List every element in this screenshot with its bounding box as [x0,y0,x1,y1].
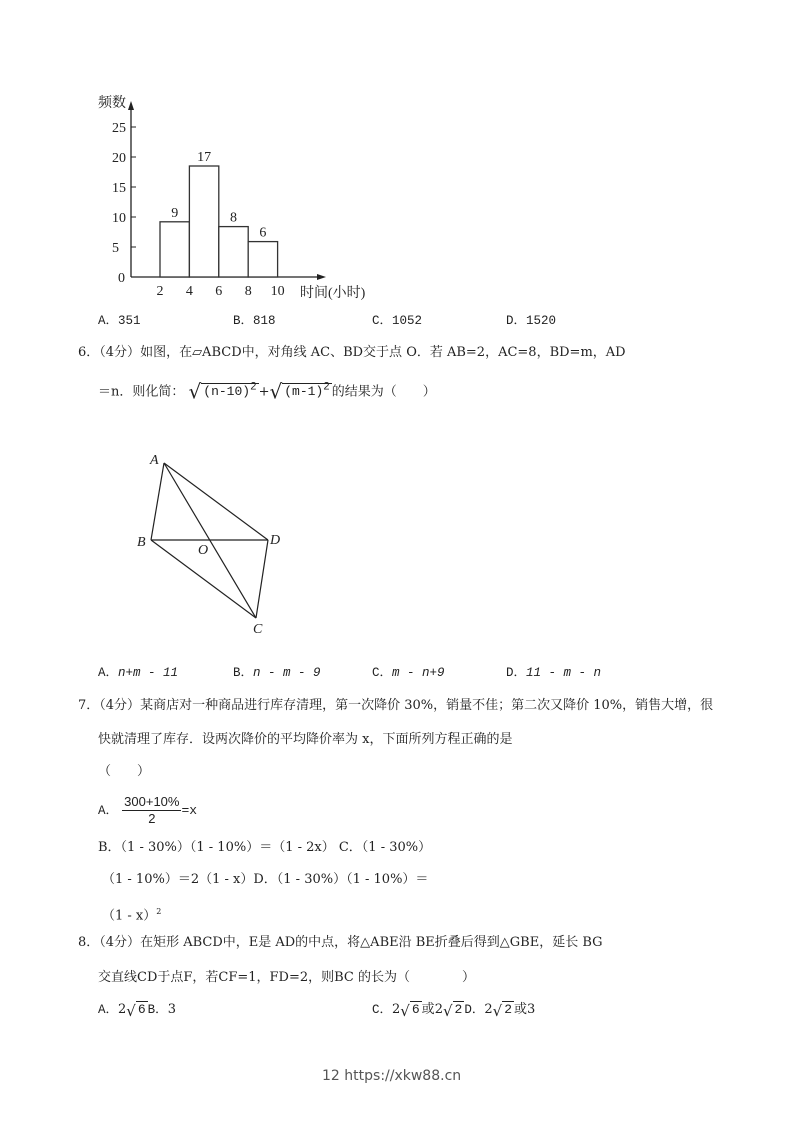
question-number: 7． [78,698,100,713]
center-label-o: O [198,543,209,558]
x-axis-label: 时间(小时) [300,286,366,301]
question-score: （4分） [99,698,141,713]
page-footer [322,1068,461,1084]
q5-option-a[interactable] [98,310,141,328]
q8-stem-line2 [98,970,475,986]
q6-option-a[interactable] [98,662,178,680]
radical-sign-icon: √ [400,1002,410,1020]
option-letter: D． [506,314,527,328]
option-text: 818 [253,314,276,328]
sqrt-expression: √ 6 [126,1002,146,1020]
option-letter: B． [233,314,254,328]
radical-sign-icon: √ [442,1002,453,1020]
y-tick-label: 25 [112,121,126,136]
x-axis-arrow-icon [317,274,326,280]
histogram-bar [189,166,218,277]
q7-answer-blank: （ ） [98,764,151,779]
q6-stem-line1 [78,345,626,361]
option-text: 11 - m - n [526,666,602,680]
sqrt-expression: √ 6 [400,1002,420,1020]
option-letter: A． [98,804,119,818]
parallelogram-figure [130,445,300,640]
sqrt-expression: √ 2 [492,1002,513,1020]
q6-stem-line2: ＝n．则化简： √ $(n-10)^2$ +√ $(m-1)^2$ 的结果为（ ） [98,379,436,404]
option-letter: A． [98,314,119,328]
option-letter: C． [372,666,393,680]
question-text: 某商店对一种商品进行库存清理，第一次降价 30%，销量不佳；第二次又降价 10%，销售大增，很 [140,698,714,713]
q8-option-c-d[interactable]: C．2√ 6 或2√ 2 D．2√ 2 或3 [372,1002,536,1020]
question-text: ＝n．则化简： [98,384,185,400]
histogram-bar [160,222,189,277]
option-letter: C． [372,314,393,328]
q8-stem-line1 [78,935,603,951]
x-tick-label: 6 [215,284,223,299]
y-tick-label: 20 [112,151,126,166]
footer-url[interactable]: https://xkw88.cn [344,1068,462,1084]
question-text: 在矩形 ABCD中，E是 AD的中点，将△ABE沿 BE折叠后得到△GBE，延长 BG [140,935,603,950]
option-text: n+m - 11 [118,666,179,680]
histogram-bar [248,242,277,277]
option-text: n - m - 9 [253,666,321,680]
option-letter: D． [506,666,527,680]
y-axis-arrow-icon [128,101,134,110]
q7-options-line-d[interactable]: （1 - x）$^2$ [102,907,162,924]
radical-sign-icon: √ [492,1002,503,1020]
y-tick-label: 10 [112,211,126,226]
sqrt-expression-2: √ $(m-1)^2$ [269,379,330,404]
y-tick-label: 0 [118,271,125,286]
radical-sign-icon: √ [126,1002,136,1020]
x-tick-label: 8 [244,284,252,299]
q7-stem-line2 [98,732,512,748]
bar-value-label: 9 [171,205,179,221]
option-text: 1052 [392,314,423,328]
q5-option-d[interactable] [506,310,556,328]
y-tick-label: 15 [112,181,126,196]
question-text: 快就清理了库存．设两次降价的平均降价率为 x，下面所列方程正确的是 [98,732,513,747]
q8-option-a-b[interactable]: A．2√ 6 B．3 [98,1002,176,1020]
question-text: 的结果为（ ） [331,384,436,400]
q7-option-a[interactable]: A． $\frac{300+10\%}{2}$ =x [98,794,198,826]
fraction: $\frac{300+10\%}{2}$ [124,794,180,826]
vertex-label-a: A [150,453,159,468]
radical-sign-icon: √ [269,379,283,404]
q7-options-line-b[interactable]: B．（1 - 30%）（1 - 10%）＝（1 - 2x） C．（1 - 30%） [98,840,432,855]
y-axis-label: 频数 [98,96,126,111]
vertex-label-d: D [270,533,281,548]
q5-option-c[interactable] [372,310,422,328]
bar-value-label: 17 [197,150,212,165]
vertex-label-c: C [253,622,263,637]
q7-stem-line1 [78,698,713,714]
x-tick-label: 4 [185,284,193,299]
q6-option-c[interactable] [372,662,445,680]
y-tick-label: 5 [112,241,119,256]
page-number: 12 [322,1068,340,1084]
question-score: （4分） [99,935,141,950]
question-score: （4分） [99,345,141,360]
question-number: 8． [78,935,100,950]
q5-option-b[interactable] [233,310,276,328]
q6-option-d[interactable] [506,662,601,680]
question-text: 交直线CD于点F，若CF=1，FD=2，则BC 的长为（ ） [98,970,476,985]
x-tick-label: 10 [270,284,285,299]
option-text: m - n+9 [392,666,445,680]
option-letter: B． [233,666,254,680]
sqrt-expression-1: √ $(n-10)^2$ [188,379,257,404]
option-letter: A． [98,666,119,680]
histogram-bar [219,227,248,277]
question-text: 如图，在▱ABCD中，对角线 AC、BD交于点 O．若 AB=2，AC=8，BD=m，AD [140,345,626,360]
bar-value-label: 6 [259,225,267,241]
bar-value-label: 8 [230,210,237,226]
option-text: 1520 [526,314,557,328]
q7-options-line-c[interactable]: （1 - 10%）＝2（1 - x）D．（1 - 30%）（1 - 10%）＝ [102,872,429,887]
option-text: 351 [118,314,141,328]
sqrt-expression: √ 2 [442,1002,463,1020]
question-number: 6． [78,345,100,360]
radical-sign-icon: √ [188,379,202,404]
vertex-label-b: B [137,535,146,550]
frequency-histogram [0,0,794,310]
q6-option-b[interactable] [233,662,321,680]
x-tick-label: 2 [156,284,164,299]
